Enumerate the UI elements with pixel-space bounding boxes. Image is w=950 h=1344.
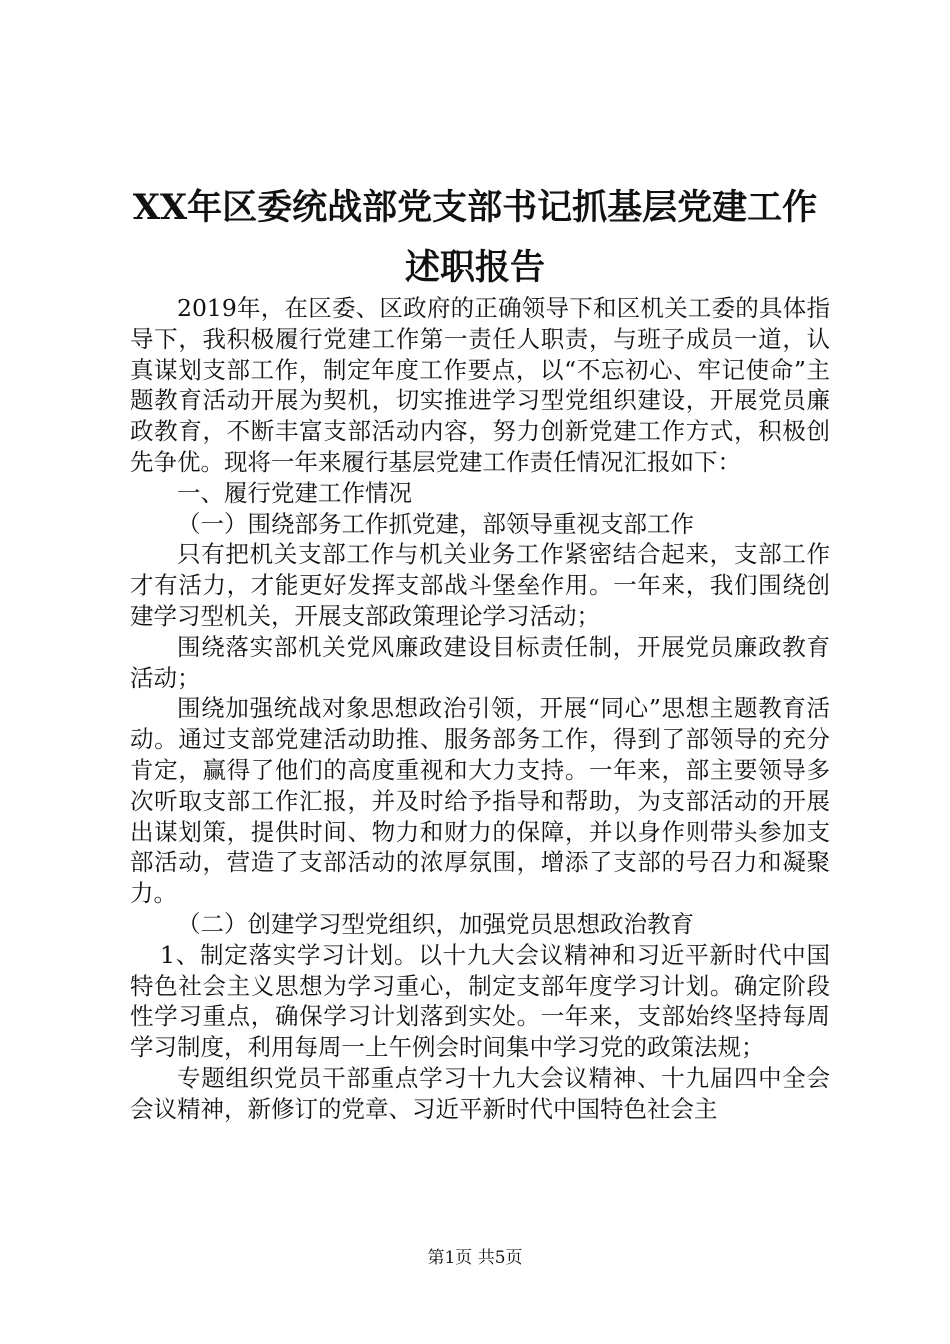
section-heading-1: 一、履行党建工作情况 <box>177 478 412 507</box>
subsection-heading-2: （二）创建学习型党组织，加强党员思想政治教育 <box>177 909 694 938</box>
paragraph-intro: 2019年，在区委、区政府的正确领导下和区机关工委的具体指导下，我积极履行党建工作第一责任人职责，与班子成员一道，认真谋划支部工作，制定年度工作要点，以“不忘初心、牢记使命”主题教育活动开展为契机，切实推进学习型党组织建设，开展党员廉政教育，不断丰富支部活动内容，努力创新党建工作方式，积极创先争优。现将一年来履行基层党建工作责任情况汇报如下： <box>130 294 830 476</box>
paragraph: 专题组织党员干部重点学习十九大会议精神、十九届四中全会会议精神，新修订的党章、习近平新时代中国特色社会主 <box>130 1063 830 1123</box>
paragraph: 只有把机关支部工作与机关业务工作紧密结合起来，支部工作才有活力，才能更好发挥支部战斗堡垒作用。一年来，我们围绕创建学习型机关，开展支部政策理论学习活动； <box>130 540 830 630</box>
document-body <box>130 293 830 1125</box>
page-number: 第1页 共5页 <box>427 1248 523 1268</box>
paragraph: 围绕落实部机关党风廉政建设目标责任制，开展党员廉政教育活动； <box>130 632 830 692</box>
subsection-heading-1: （一）围绕部务工作抓党建，部领导重视支部工作 <box>177 509 694 538</box>
document-title-line-1: XX年区委统战部党支部书记抓基层党建工作 <box>132 187 818 228</box>
paragraph: 围绕加强统战对象思想政治引领，开展“同心”思想主题教育活动。通过支部党建活动助推、服务部务工作，得到了部领导的充分肯定，赢得了他们的高度重视和大力支持。一年来，部主要领导多次听取支部工作汇报，并及时给予指导和帮助，为支部活动的开展出谋划策，提供时间、物力和财力的保障，并以身作则带头参加支部活动，营造了支部活动的浓厚氛围，增添了支部的号召力和凝聚力。 <box>130 694 830 908</box>
document-title-line-2: 述职报告 <box>404 247 545 288</box>
paragraph: 1、制定落实学习计划。以十九大会议精神和习近平新时代中国特色社会主义思想为学习重心，制定支部年度学习计划。确定阶段性学习重点，确保学习计划落到实处。一年来，支部始终坚持每周学习制度，利用每周一上午例会时间集中学习党的政策法规； <box>130 940 830 1062</box>
